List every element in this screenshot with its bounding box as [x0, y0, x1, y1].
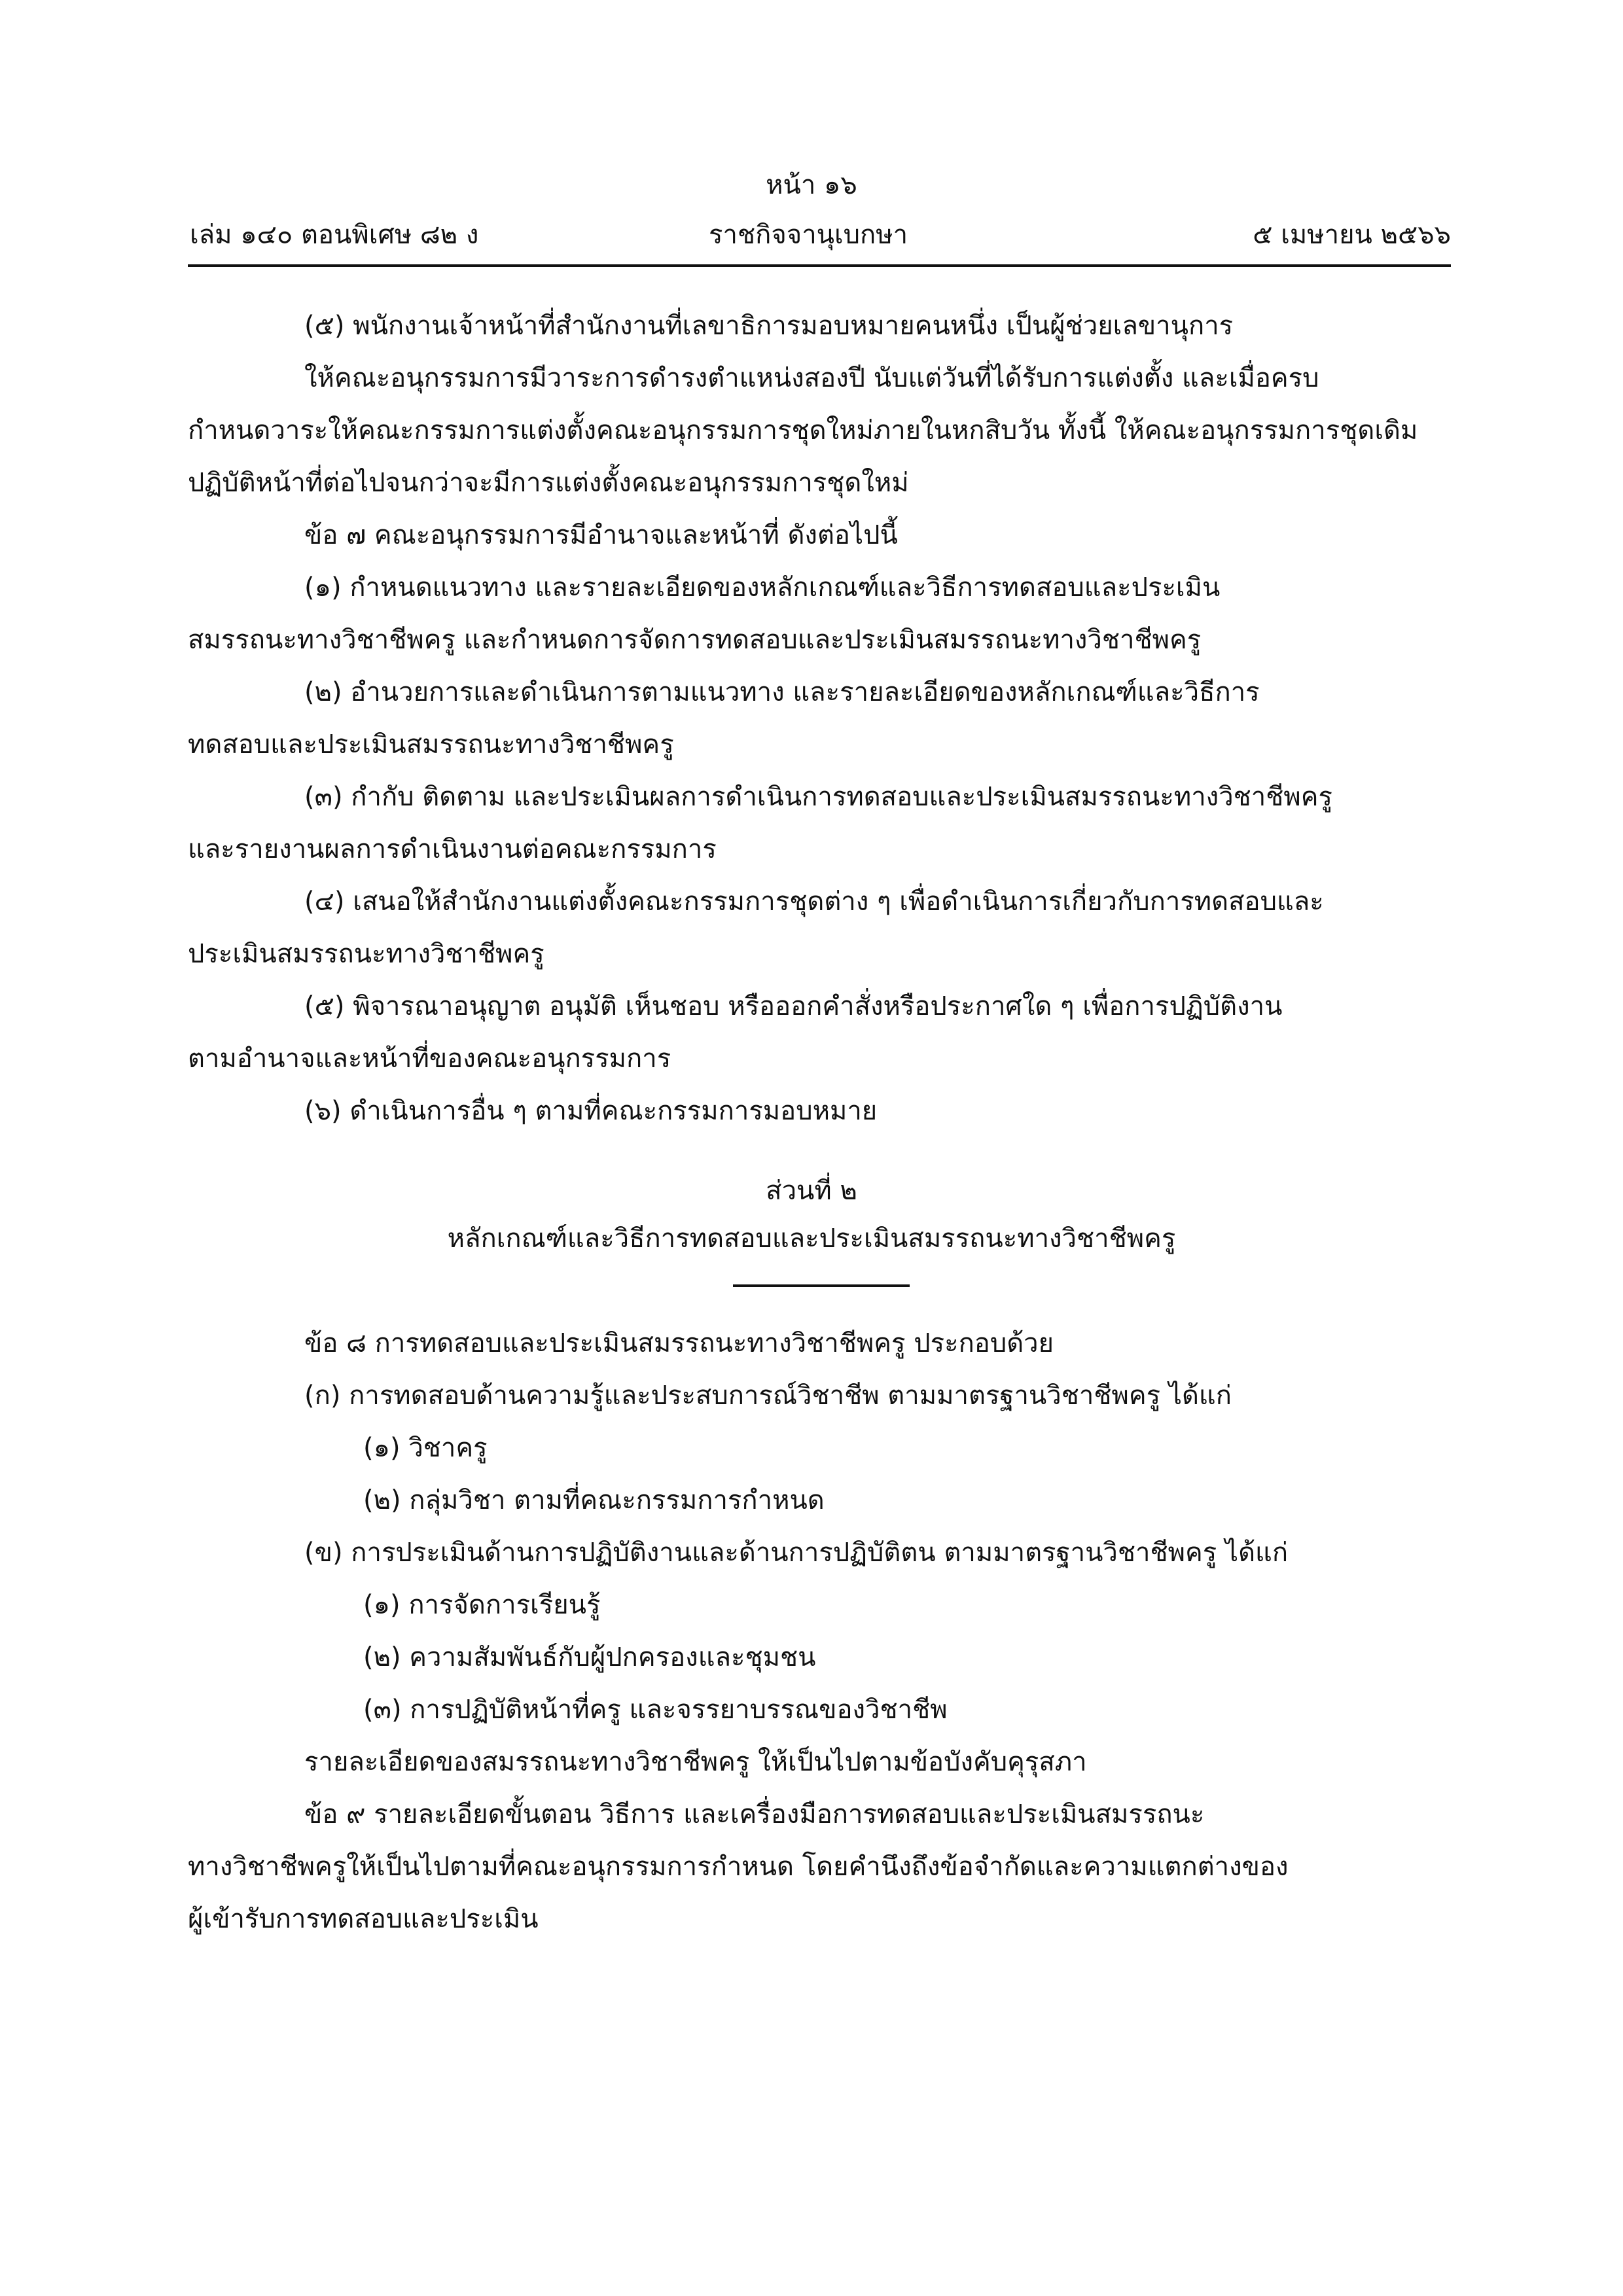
- section-divider: [733, 1284, 910, 1287]
- paragraph-line: ประเมินสมรรถนะทางวิชาชีพครู: [188, 939, 544, 969]
- paragraph-line: (๕) พนักงานเจ้าหน้าที่สำนักงานที่เลขาธิการมอบหมายคนหนึ่ง เป็นผู้ช่วยเลขานุการ: [304, 311, 1234, 341]
- list-item: (ก) การทดสอบด้านความรู้และประสบการณ์วิชาชีพ ตามมาตรฐานวิชาชีพครู ได้แก่: [304, 1381, 1232, 1411]
- paragraph-line: ผู้เข้ารับการทดสอบและประเมิน: [188, 1904, 539, 1934]
- paragraph-line: สมรรถนะทางวิชาชีพครู และกำหนดการจัดการทดสอบและประเมินสมรรถนะทางวิชาชีพครู: [188, 625, 1202, 655]
- publication-name: ราชกิจจานุเบกษา: [709, 220, 908, 250]
- paragraph-line: ทางวิชาชีพครูให้เป็นไปตามที่คณะอนุกรรมการกำหนด โดยคำนึงถึงข้อจำกัดและความแตกต่างของ: [188, 1852, 1289, 1882]
- article-8-heading: ข้อ ๘ การทดสอบและประเมินสมรรถนะทางวิชาชีพครู ประกอบด้วย: [304, 1328, 1054, 1358]
- paragraph-line: (๒) อำนวยการและดำเนินการตามแนวทาง และรายละเอียดของหลักเกณฑ์และวิธีการ: [304, 677, 1260, 707]
- paragraph-line: รายละเอียดของสมรรถนะทางวิชาชีพครู ให้เป็นไปตามข้อบังคับคุรุสภา: [304, 1747, 1087, 1777]
- article-9-heading: ข้อ ๙ รายละเอียดขั้นตอน วิธีการ และเครื่องมือการทดสอบและประเมินสมรรถนะ: [304, 1799, 1205, 1829]
- list-item: (ข) การประเมินด้านการปฏิบัติงานและด้านการปฏิบัติตน ตามมาตรฐานวิชาชีพครู ได้แก่: [304, 1538, 1289, 1568]
- paragraph-line: และรายงานผลการดำเนินงานต่อคณะกรรมการ: [188, 834, 717, 864]
- paragraph-line: กำหนดวาระให้คณะกรรมการแต่งตั้งคณะอนุกรรมการชุดใหม่ภายในหกสิบวัน ทั้งนี้ ให้คณะอนุกรรมการชุดเดิม: [188, 415, 1418, 446]
- paragraph-line: ทดสอบและประเมินสมรรถนะทางวิชาชีพครู: [188, 730, 674, 760]
- publication-date: ๕ เมษายน ๒๕๖๖: [1253, 220, 1451, 250]
- section-number: ส่วนที่ ๒: [766, 1176, 857, 1206]
- paragraph-line: ปฏิบัติหน้าที่ต่อไปจนกว่าจะมีการแต่งตั้งคณะอนุกรรมการชุดใหม่: [188, 468, 909, 498]
- list-item: (๑) วิชาครู: [363, 1433, 488, 1463]
- paragraph-line: (๑) กำหนดแนวทาง และรายละเอียดของหลักเกณฑ์และวิธีการทดสอบและประเมิน: [304, 573, 1221, 603]
- paragraph-line: (๖) ดำเนินการอื่น ๆ ตามที่คณะกรรมการมอบหมาย: [304, 1096, 878, 1126]
- paragraph-line: (๓) กำกับ ติดตาม และประเมินผลการดำเนินการทดสอบและประเมินสมรรถนะทางวิชาชีพครู: [304, 782, 1333, 812]
- article-7-heading: ข้อ ๗ คณะอนุกรรมการมีอำนาจและหน้าที่ ดังต่อไปนี้: [304, 520, 898, 550]
- paragraph-line: ให้คณะอนุกรรมการมีวาระการดำรงตำแหน่งสองปี นับแต่วันที่ได้รับการแต่งตั้ง และเมื่อครบ: [304, 363, 1319, 393]
- list-item: (๑) การจัดการเรียนรู้: [363, 1590, 601, 1620]
- paragraph-line: (๕) พิจารณาอนุญาต อนุมัติ เห็นชอบ หรือออกคำสั่งหรือประกาศใด ๆ เพื่อการปฏิบัติงาน: [304, 991, 1283, 1021]
- list-item: (๓) การปฏิบัติหน้าที่ครู และจรรยาบรรณของวิชาชีพ: [363, 1695, 948, 1725]
- volume-info: เล่ม ๑๔๐ ตอนพิเศษ ๘๒ ง: [190, 220, 479, 250]
- section-title: หลักเกณฑ์และวิธีการทดสอบและประเมินสมรรถนะทางวิชาชีพครู: [447, 1224, 1176, 1254]
- paragraph-line: (๔) เสนอให้สำนักงานแต่งตั้งคณะกรรมการชุดต่าง ๆ เพื่อดำเนินการเกี่ยวกับการทดสอบและ: [304, 887, 1324, 917]
- paragraph-line: ตามอำนาจและหน้าที่ของคณะอนุกรรมการ: [188, 1044, 671, 1074]
- header-rule: [188, 264, 1451, 267]
- page-number: หน้า ๑๖: [766, 170, 857, 200]
- list-item: (๒) กลุ่มวิชา ตามที่คณะกรรมการกำหนด: [363, 1485, 825, 1515]
- list-item: (๒) ความสัมพันธ์กับผู้ปกครองและชุมชน: [363, 1642, 816, 1672]
